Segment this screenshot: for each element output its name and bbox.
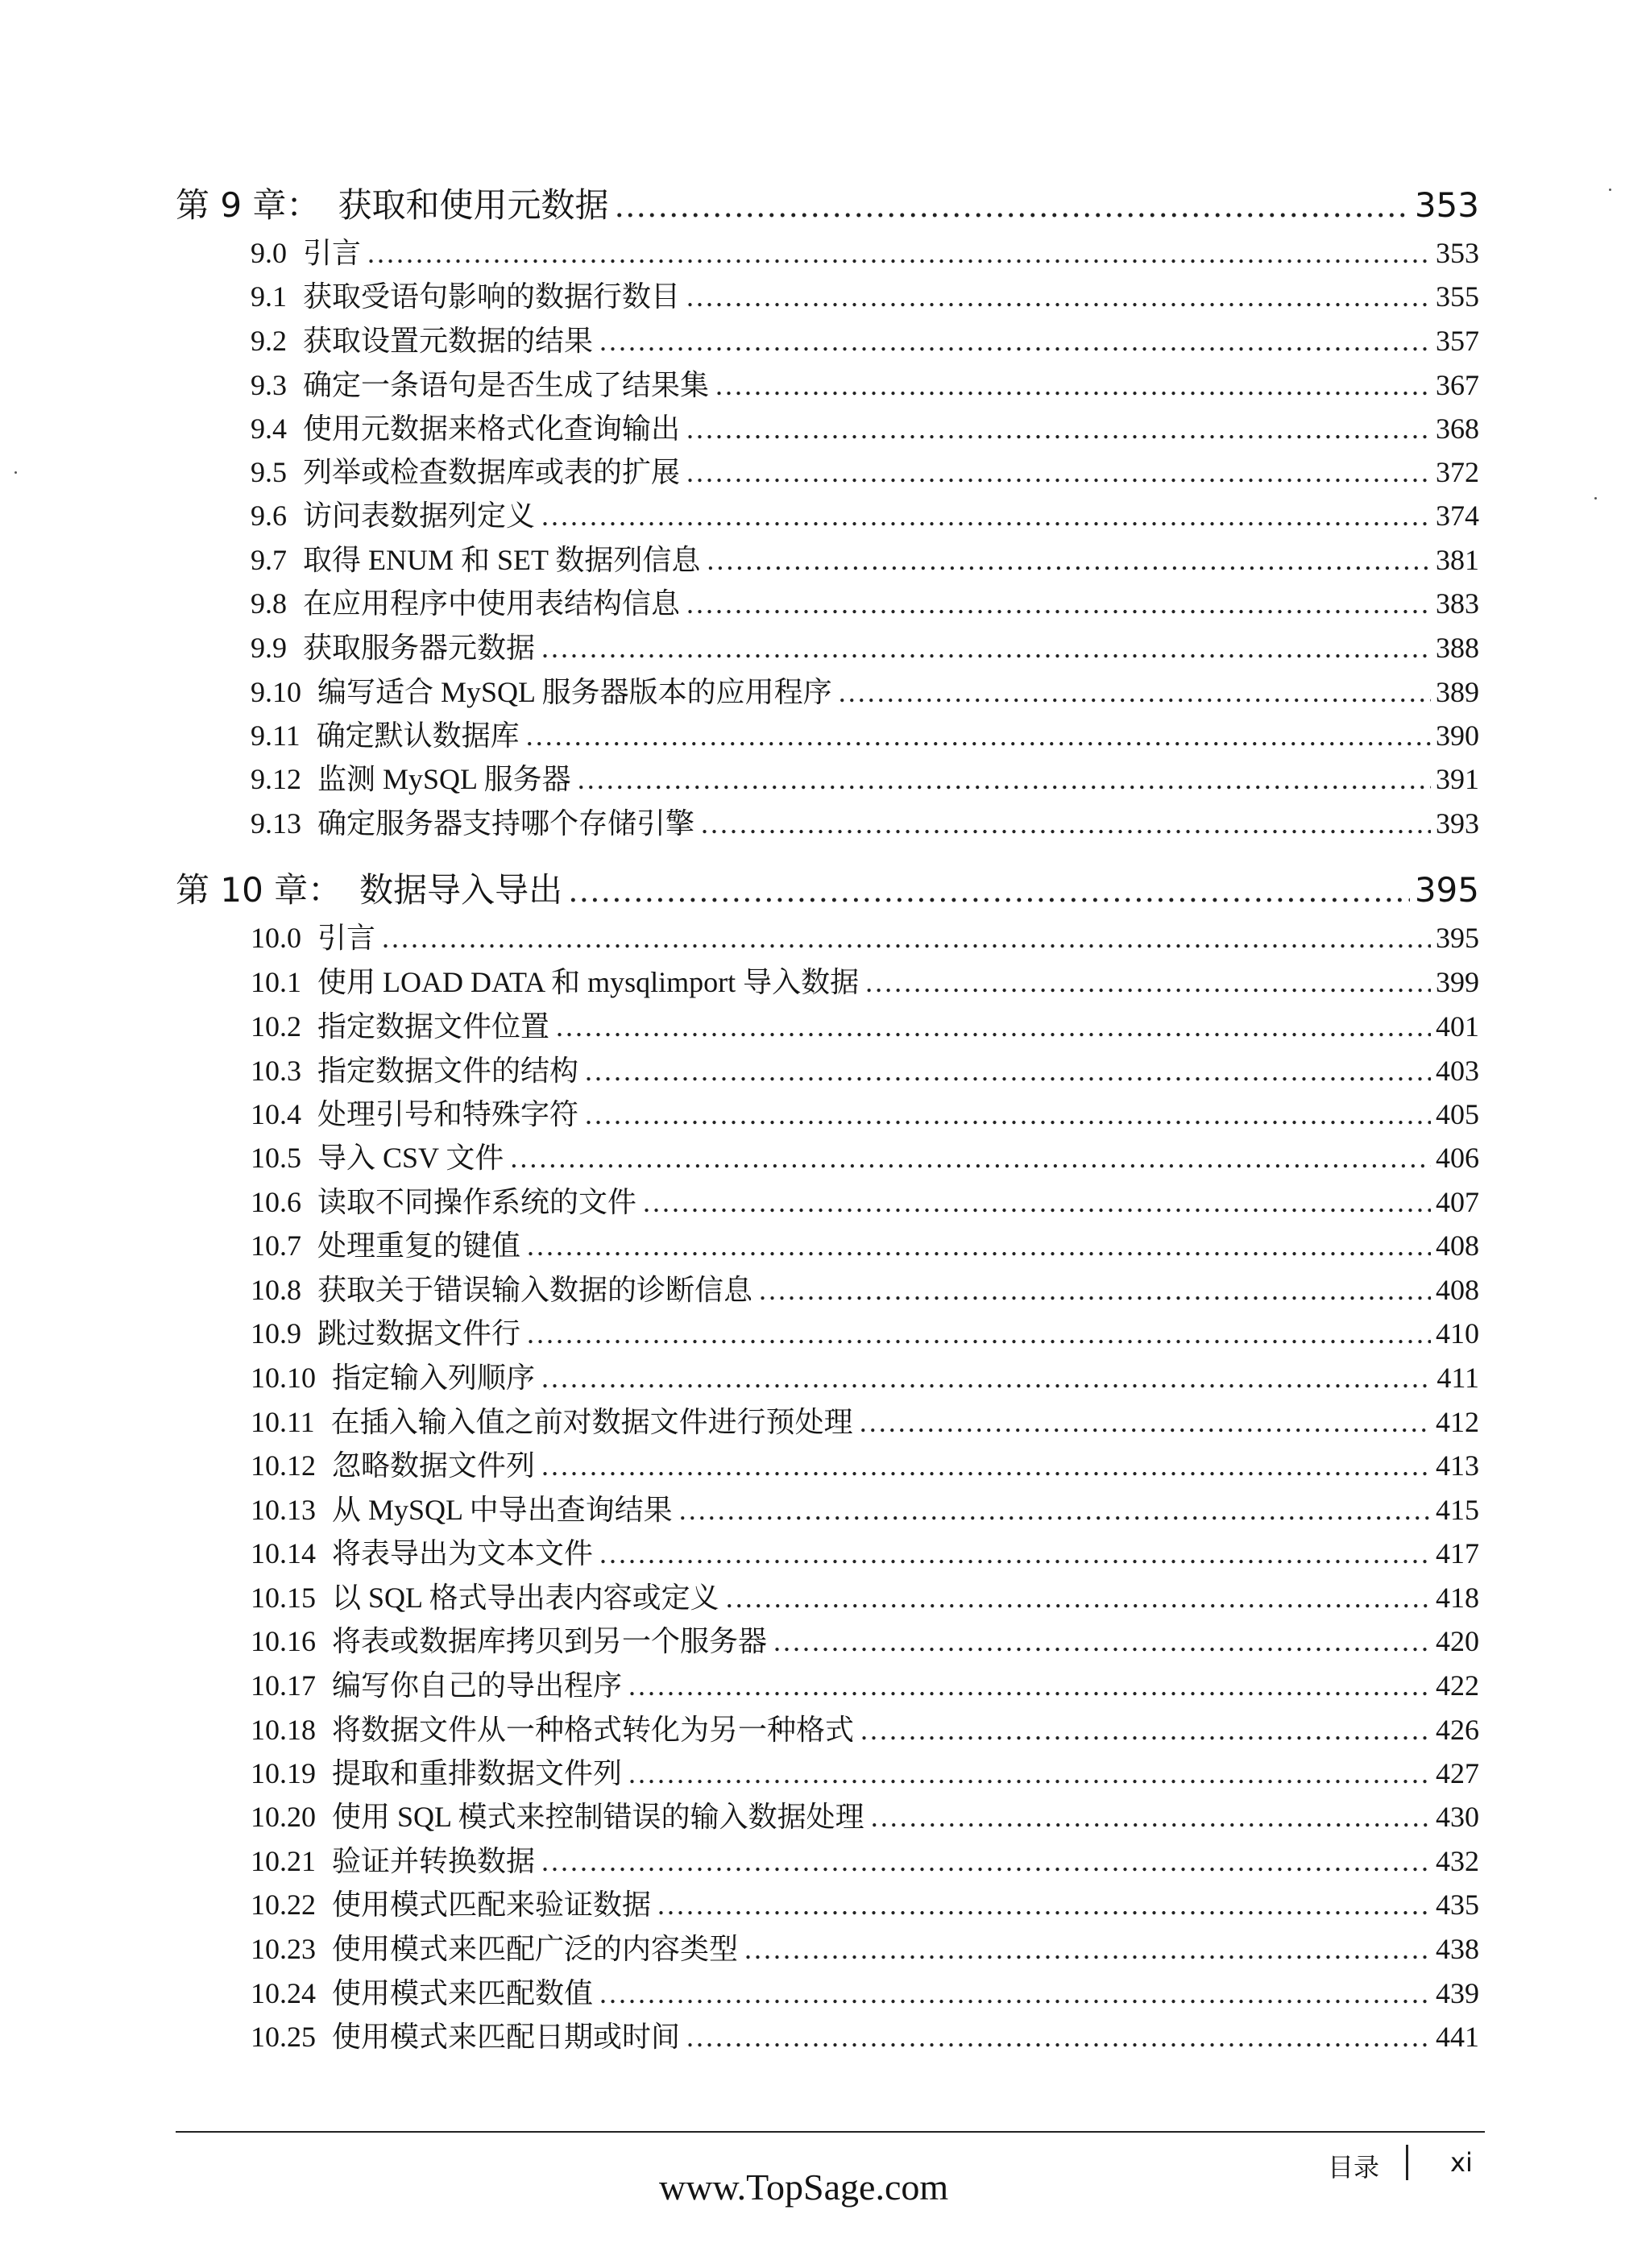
toc-entry [251,757,1479,797]
dot-leader [367,236,1431,270]
section-page: 422 [1436,1669,1479,1702]
toc-entry [251,1223,1479,1263]
section-number: 10.19 [251,1757,316,1789]
section-number: 10.4 [251,1098,301,1130]
section-page: 406 [1436,1142,1479,1174]
section-page: 408 [1436,1229,1479,1262]
section-page: 432 [1436,1845,1479,1877]
section-number: 9.6 [251,500,287,532]
section-number: 10.24 [251,1977,316,2009]
section-number: 9.1 [251,280,287,313]
dot-leader [865,965,1431,999]
section-page: 367 [1436,369,1479,401]
section-title: 取得 ENUM 和 SET 数据列信息 [303,544,701,576]
dot-leader [526,719,1431,753]
section-title: 确定默认数据库 [316,719,520,752]
section-number: 10.5 [251,1142,301,1174]
section-title: 列举或检查数据库或表的扩展 [303,456,681,488]
section-number: 10.22 [251,1889,316,1921]
section-title: 从 MySQL 中导出查询结果 [332,1494,673,1526]
toc-entry [251,1531,1479,1571]
section-title: 使用模式来匹配日期或时间 [332,2021,681,2053]
section-page: 357 [1436,325,1479,357]
section-title: 确定服务器支持哪个存储引擎 [317,807,695,840]
section-page: 415 [1436,1494,1479,1526]
dot-leader [759,1273,1431,1307]
dot-leader [686,455,1431,489]
toc-entry [251,1135,1479,1175]
section-number: 10.0 [251,922,301,954]
dot-leader [615,187,1409,226]
section-title: 将表或数据库拷贝到另一个服务器 [332,1625,768,1657]
section-page: 438 [1436,1933,1479,1965]
section-number: 9.12 [251,763,301,795]
section-number: 10.3 [251,1055,301,1087]
website-watermark: www.TopSage.com [659,2166,949,2208]
dot-leader [686,587,1431,620]
section-number: 10.20 [251,1801,316,1833]
section-page: 411 [1436,1362,1479,1394]
section-page: 407 [1436,1186,1479,1218]
section-title: 获取设置元数据的结果 [303,325,594,357]
dot-leader [541,1844,1431,1878]
section-title: 获取关于错误输入数据的诊断信息 [317,1274,753,1306]
section-number: 9.10 [251,676,301,708]
section-number: 9.0 [251,237,287,269]
section-title: 使用模式匹配来验证数据 [332,1889,652,1921]
section-page: 388 [1436,632,1479,664]
toc-entry [251,2014,1479,2054]
section-title: 提取和重排数据文件列 [332,1757,623,1789]
section-page: 427 [1436,1757,1479,1789]
toc-entry [251,1575,1479,1615]
section-page: 418 [1436,1582,1479,1614]
toc-entry [251,1443,1479,1483]
toc-entry [251,1048,1479,1088]
footer-separator [1406,2145,1408,2180]
dot-leader [773,1624,1431,1658]
toc-entry [251,1663,1479,1703]
section-title: 监测 MySQL 服务器 [317,763,571,795]
section-page: 393 [1436,807,1479,840]
footer-page-number: xi [1450,2147,1473,2178]
section-number: 9.4 [251,413,287,445]
section-title: 将表导出为文本文件 [332,1537,594,1569]
section-title: 在插入输入值之前对数据文件进行预处理 [330,1406,853,1438]
scan-speck [15,471,17,474]
dot-leader [715,368,1431,402]
section-number: 10.7 [251,1229,301,1262]
section-title: 引言 [317,922,376,954]
section-page: 383 [1436,587,1479,620]
toc-entry [251,670,1479,710]
toc-entry [251,1926,1479,1967]
section-title: 获取受语句影响的数据行数目 [303,280,681,313]
section-title: 处理引号和特殊字符 [317,1098,579,1130]
toc-entry [251,1399,1479,1440]
section-title: 访问表数据列定义 [303,500,536,532]
dot-leader [599,1976,1431,2010]
section-title: 处理重复的键值 [317,1229,521,1262]
section-title: 指定数据文件位置 [317,1010,550,1043]
section-page: 390 [1436,719,1479,752]
section-page: 395 [1436,922,1479,954]
dot-leader [686,280,1431,313]
section-page: 417 [1436,1537,1479,1569]
dot-leader [726,1581,1431,1615]
section-title: 导入 CSV 文件 [317,1142,504,1174]
toc-entry [251,493,1479,533]
toc-entry [251,1971,1479,2011]
dot-leader [657,1888,1431,1922]
section-number: 10.8 [251,1274,301,1306]
section-page: 355 [1436,280,1479,313]
toc-entry [251,801,1479,841]
section-title: 使用 LOAD DATA 和 mysqlimport 导入数据 [317,966,860,998]
section-title: 指定输入列顺序 [332,1362,536,1394]
section-page: 391 [1436,763,1479,795]
dot-leader [707,543,1431,577]
section-title: 使用模式来匹配数值 [332,1977,594,2009]
section-title: 以 SQL 格式导出表内容或定义 [332,1582,719,1614]
section-page: 374 [1436,500,1479,532]
section-title: 获取服务器元数据 [303,632,536,664]
toc-entry [251,1839,1479,1879]
section-number: 10.25 [251,2021,316,2053]
section-page: 353 [1436,237,1479,269]
section-number: 10.15 [251,1582,316,1614]
dot-leader [578,762,1431,796]
section-number: 10.9 [251,1317,301,1350]
section-page: 439 [1436,1977,1479,2009]
dot-leader [871,1800,1431,1834]
section-title: 编写适合 MySQL 服务器版本的应用程序 [317,676,832,708]
dot-leader [686,412,1431,446]
dot-leader [569,872,1410,910]
dot-leader [643,1185,1431,1219]
dot-leader [701,806,1431,840]
toc-entry [251,318,1479,359]
section-page: 426 [1436,1714,1479,1746]
section-title: 确定一条语句是否生成了结果集 [303,369,710,401]
scan-speck [1594,497,1597,500]
chapter-title: 数据导入导出 [359,870,563,910]
toc-entry [251,1707,1479,1748]
dot-leader [686,2020,1431,2054]
toc-entry [251,1355,1479,1395]
toc-entry [251,713,1479,753]
section-number: 9.13 [251,807,301,840]
dot-leader [527,1229,1431,1263]
dot-leader [527,1316,1431,1350]
dot-leader [839,675,1431,709]
toc-entry [251,960,1479,1000]
section-number: 9.7 [251,544,287,576]
section-number: 9.5 [251,456,287,488]
section-number: 10.11 [251,1406,315,1438]
section-number: 9.9 [251,632,287,664]
chapter-page: 353 [1414,185,1479,225]
section-title: 读取不同操作系统的文件 [317,1186,637,1218]
toc-entry [251,230,1479,271]
section-page: 430 [1436,1801,1479,1833]
dot-leader [585,1097,1431,1131]
section-page: 403 [1436,1055,1479,1087]
chapter-title: 获取和使用元数据 [338,185,609,225]
section-number: 10.23 [251,1933,316,1965]
section-number: 10.13 [251,1494,316,1526]
toc-entry [251,1004,1479,1044]
toc-entry [251,1619,1479,1659]
toc-entry [251,625,1479,665]
section-number: 10.1 [251,966,301,998]
section-title: 忽略数据文件列 [332,1449,536,1482]
toc-entry [251,1751,1479,1791]
dot-leader [541,1449,1431,1482]
dot-leader [541,1361,1432,1395]
toc-entry [251,1882,1479,1922]
section-page: 368 [1436,413,1479,445]
section-number: 10.17 [251,1669,316,1702]
dot-leader [585,1054,1431,1088]
dot-leader [556,1010,1431,1043]
section-title: 跳过数据文件行 [317,1317,521,1350]
section-page: 399 [1436,966,1479,998]
toc-entry [251,581,1479,621]
section-page: 435 [1436,1889,1479,1921]
section-page: 410 [1436,1317,1479,1350]
section-number: 9.8 [251,587,287,620]
toc-entry [251,915,1479,956]
section-title: 验证并转换数据 [332,1845,536,1877]
dot-leader [860,1713,1431,1747]
section-title: 使用 SQL 模式来控制错误的输入数据处理 [332,1801,864,1833]
section-number: 10.2 [251,1010,301,1043]
footer-rule [176,2131,1485,2133]
dot-leader [860,1405,1431,1439]
section-page: 372 [1436,456,1479,488]
section-number: 10.12 [251,1449,316,1482]
dot-leader [541,631,1431,665]
toc-entry [251,274,1479,314]
section-title: 引言 [303,237,362,269]
section-page: 441 [1436,2021,1479,2053]
dot-leader [628,1669,1431,1702]
section-number: 10.14 [251,1537,316,1569]
dot-leader [679,1493,1431,1527]
toc-entry [251,1311,1479,1351]
dot-leader [599,1536,1431,1570]
section-title: 使用模式来匹配广泛的内容类型 [332,1933,739,1965]
toc-entry [251,537,1479,578]
section-title: 将数据文件从一种格式转化为另一种格式 [332,1714,855,1746]
footer-section-label: 目录 [1328,2152,1380,2183]
dot-leader [628,1756,1431,1790]
dot-leader [382,921,1431,955]
section-number: 10.6 [251,1186,301,1218]
section-number: 10.21 [251,1845,316,1877]
toc-entry [251,1267,1479,1308]
section-number: 9.3 [251,369,287,401]
section-page: 408 [1436,1274,1479,1306]
section-title: 在应用程序中使用表结构信息 [303,587,681,620]
section-number: 9.11 [251,719,301,752]
toc-entry [251,1180,1479,1220]
section-page: 412 [1436,1406,1479,1438]
dot-leader [599,324,1431,358]
section-number: 10.18 [251,1714,316,1746]
section-page: 401 [1436,1010,1479,1043]
chapter-label: 第 10 章： [176,870,342,910]
toc-entry [251,1092,1479,1132]
toc-entry [251,1487,1479,1528]
chapter-label: 第 9 章： [176,185,321,225]
scan-speck [1609,189,1611,191]
dot-leader [744,1932,1431,1966]
toc-entry [251,363,1479,403]
toc-entry [251,406,1479,446]
section-page: 381 [1436,544,1479,576]
section-number: 10.16 [251,1625,316,1657]
chapter-heading [176,179,1479,227]
dot-leader [510,1141,1431,1175]
section-number: 10.10 [251,1362,316,1394]
section-title: 编写你自己的导出程序 [332,1669,623,1702]
section-title: 使用元数据来格式化查询输出 [303,413,681,445]
section-page: 413 [1436,1449,1479,1482]
section-page: 420 [1436,1625,1479,1657]
dot-leader [541,499,1431,533]
section-title: 指定数据文件的结构 [317,1055,579,1087]
toc-entry [251,450,1479,490]
toc-entry [251,1794,1479,1835]
section-number: 9.2 [251,325,287,357]
chapter-page: 395 [1414,870,1479,910]
chapter-heading [176,864,1479,912]
section-page: 405 [1436,1098,1479,1130]
section-page: 389 [1436,676,1479,708]
